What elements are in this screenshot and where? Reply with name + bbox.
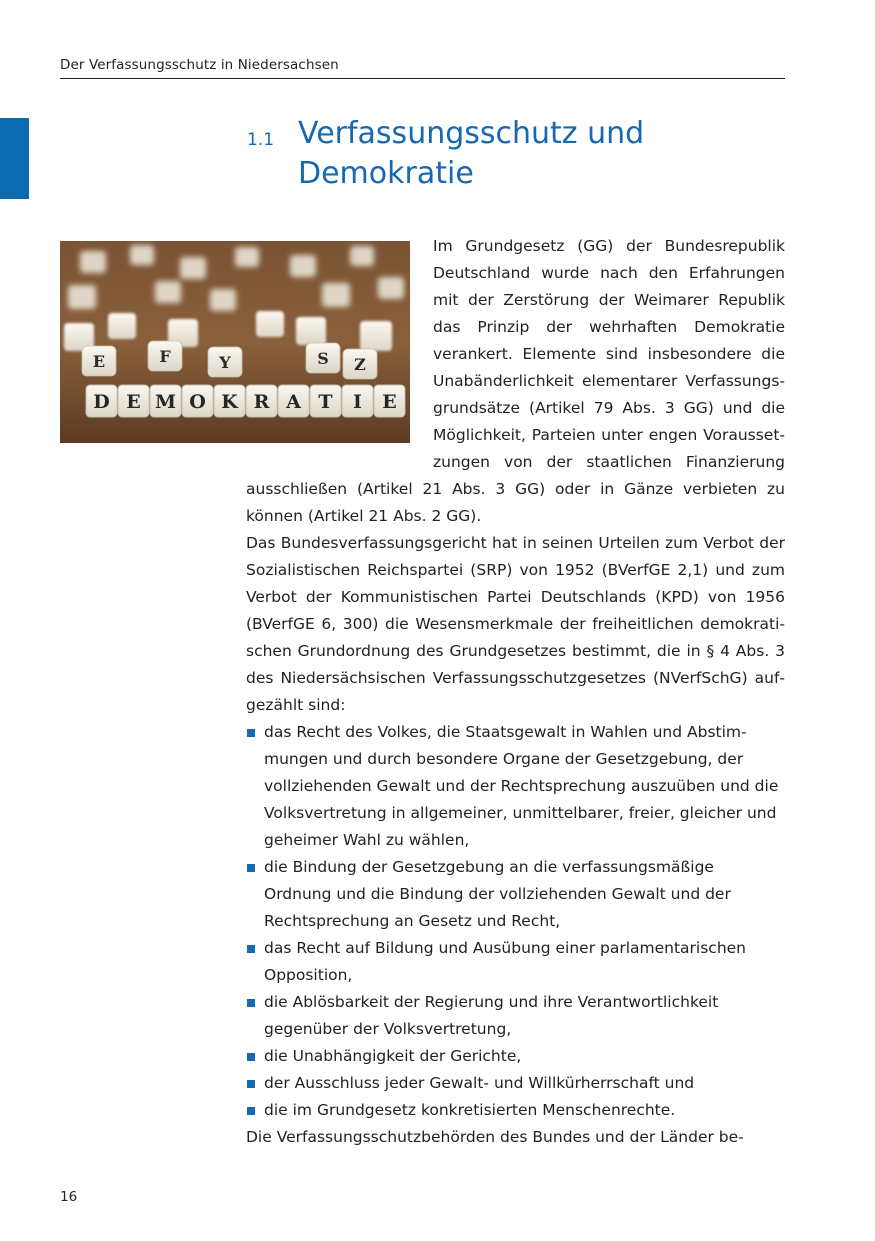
cube-letter-7: A (286, 391, 301, 413)
paragraph-bverfg: Das Bundesverfassungsgericht hat in seinen Urteilen zum Verbot der Sozialistischen Reichspartei (SRP) von 1952 (BVerfGE 2,1) und zum Verbot der Kommunistischen Partei Deutschlands (KPD) von 1956 (BVerfGE 6, 300) die Wesensmerkmale der freiheitlichen demokratischen Grundordnung des Grundgesetzes bestimmt, die in § 4 Abs. 3 des Niedersächsischen Verfassungsschutzgesetzes (NVerfSchG) aufgezählt sind: (246, 534, 785, 714)
cube-letter-2: E (126, 391, 141, 413)
list-item: die im Grundgesetz konkretisierten Menschenrechte. (246, 1097, 785, 1124)
cube-letter-9: I (353, 391, 362, 413)
section-title-line1: Verfassungsschutz und (298, 116, 645, 151)
cube-letter-3: M (154, 391, 177, 413)
svg-text:F: F (159, 347, 171, 366)
list-item: das Recht des Volkes, die Staatsgewalt in Wahlen und Abstimmungen und durch besondere Organe der Gesetzgebung, der vollziehenden Gewalt und der Rechtsprechung auszuüben und die Volksvertretung in allgemeiner, unmittelbarer, freier, gleicher und geheimer Wahl zu wählen, (246, 719, 785, 854)
body-text (246, 233, 785, 1151)
section-number: 1.1 (247, 130, 275, 150)
cube-letter-8: T (318, 391, 333, 413)
list-item: der Ausschluss jeder Gewalt- und Willkürherrschaft und (246, 1070, 785, 1097)
chapter-tab (0, 118, 29, 199)
cube-letter-5: K (221, 391, 238, 413)
paragraph-continuation: Die Verfassungsschutzbehörden des Bundes und der Länder be- (246, 1128, 744, 1146)
svg-text:E: E (92, 352, 106, 371)
cube-letter-1: D (93, 391, 110, 413)
svg-text:Z: Z (354, 355, 366, 374)
cube-letter-4: O (189, 391, 206, 413)
section-title (298, 114, 644, 194)
fdgo-list (246, 719, 785, 1124)
list-item: die Ablösbarkeit der Regierung und ihre Verantwortlichkeit gegenüber der Volksvertretung, (246, 989, 785, 1043)
svg-text:Y: Y (219, 353, 231, 372)
page-number: 16 (60, 1189, 78, 1205)
list-item: das Recht auf Bildung und Ausübung einer parlamentarischen Opposition, (246, 935, 785, 989)
header-rule (60, 78, 785, 79)
svg-text:S: S (317, 349, 329, 368)
cube-letter-10: E (382, 391, 397, 413)
cube-letter-6: R (253, 391, 270, 413)
image-float-spacer (246, 233, 433, 451)
running-header: Der Verfassungsschutz in Niedersachsen (60, 57, 339, 73)
paragraph-grundgesetz: Im Grundgesetz (GG) der Bundesrepublik Deutschland wurde nach den Erfahrungen mit der Zerstörung der Weimarer Republik das Prinzip der wehrhaften Demokratie verankert. Elemente sind insbesondere die Unabänderlichkeit elementarer Verfassungsgrundsätze (Artikel 79 Abs. 3 GG) und die Möglichkeit, Parteien unter engen Voraussetzungen von der staatlichen Finanzierung ausschließen (Artikel 21 Abs. 3 GG) oder in Gänze verbieten zu können (Artikel 21 Abs. 2 GG). (246, 237, 785, 525)
list-item: die Unabhängigkeit der Gerichte, (246, 1043, 785, 1070)
list-item: die Bindung der Gesetzgebung an die verfassungsmäßige Ordnung und die Bindung der vollziehenden Gewalt und der Rechtsprechung an Gesetz und Recht, (246, 854, 785, 935)
section-title-line2: Demokratie (298, 156, 474, 191)
